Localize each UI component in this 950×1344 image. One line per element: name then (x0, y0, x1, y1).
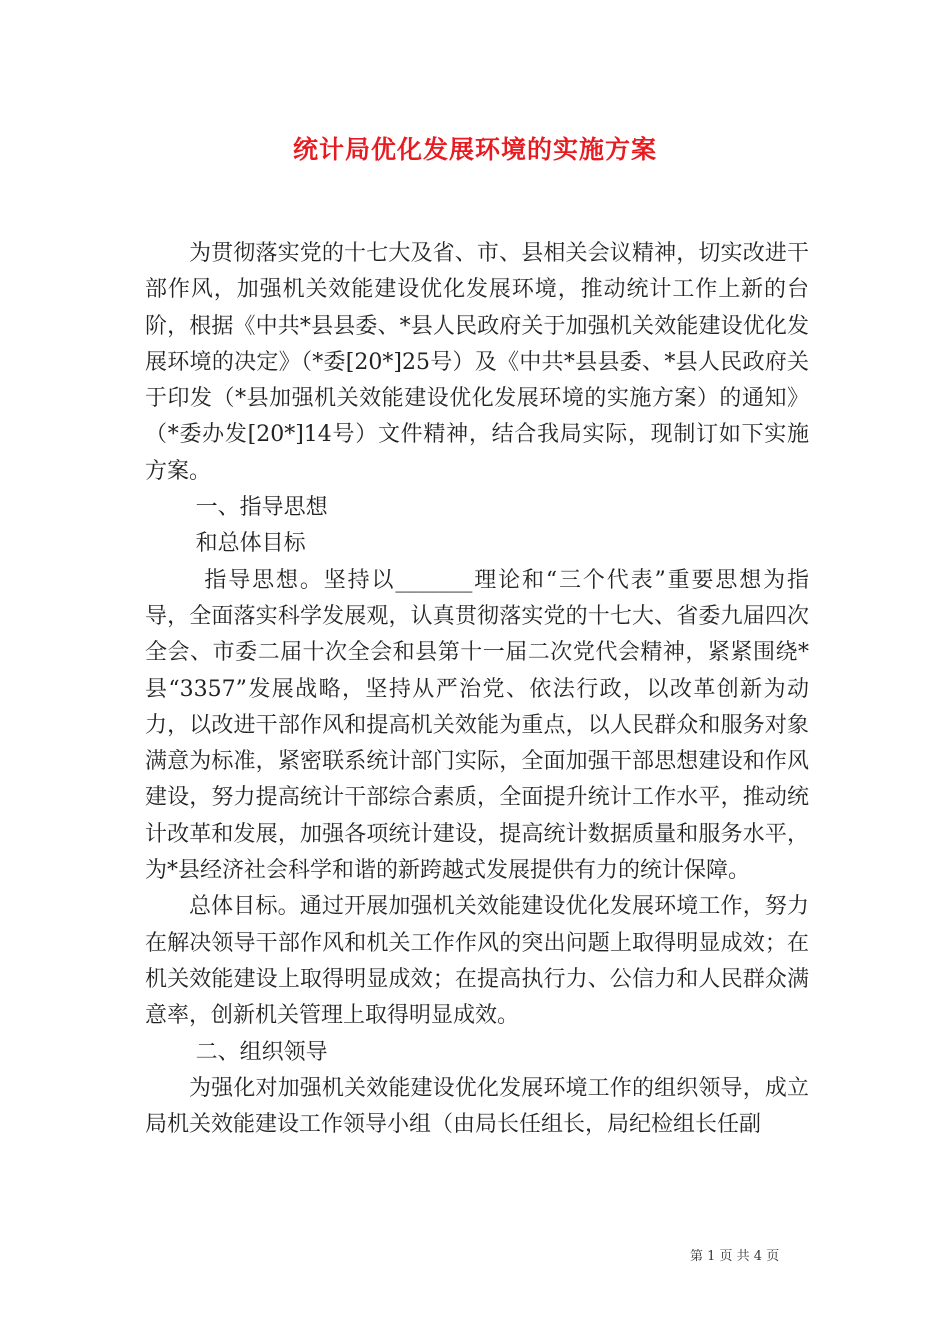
paragraph-intro: 为贯彻落实党的十七大及省、市、县相关会议精神，切实改进干部作风，加强机关效能建设优化发展环境，推动统计工作上新的台阶，根据《中共*县县委、*县人民政府关于加强机关效能建设优化发展环境的决定》（*委[20*]25号）及《中共*县县委、*县人民政府关于印发（*县加强机关效能建设优化发展环境的实施方案）的通知》（*委办发[20*]14号）文件精神，结合我局实际，现制订如下实施方案。 (145, 241, 809, 484)
section-heading-1-continued: 和总体目标 (195, 531, 306, 557)
paragraph-organization: 为强化对加强机关效能建设优化发展环境工作的组织领导，成立局机关效能建设工作领导小组（由局长任组长，局纪检组长任副 (145, 1075, 809, 1138)
document-body (145, 236, 809, 1143)
paragraph-overall-goal: 总体目标。通过开展加强机关效能建设优化发展环境工作，努力在解决领导干部作风和机关工作作风的突出问题上取得明显成效；在机关效能建设上取得明显成效；在提高执行力、公信力和人民群众满意率，创新机关管理上取得明显成效。 (145, 894, 809, 1029)
paragraph-guiding-ideology: 指导思想。坚持以_______理论和“三个代表”重要思想为指导，全面落实科学发展观，认真贯彻落实党的十七大、省委九届四次全会、市委二届十次全会和县第十一届二次党代会精神，紧紧围绕*县“3357”发展战略，坚持从严治党、依法行政，以改革创新为动力，以改进干部作风和提高机关效能为重点，以人民群众和服务对象满意为标准，紧密联系统计部门实际，全面加强干部思想建设和作风建设，努力提高统计干部综合素质，全面提升统计工作水平，推动统计改革和发展，加强各项统计建设，提高统计数据质量和服务水平，为*县经济社会科学和谐的新跨越式发展提供有力的统计保障。 (145, 567, 809, 884)
page-number: 第 1 页 共 4 页 (690, 1249, 780, 1264)
section-heading-2: 二、组织领导 (195, 1039, 328, 1065)
section-heading-1: 一、指导思想 (195, 495, 328, 521)
document-title: 统计局优化发展环境的实施方案 (292, 135, 657, 164)
